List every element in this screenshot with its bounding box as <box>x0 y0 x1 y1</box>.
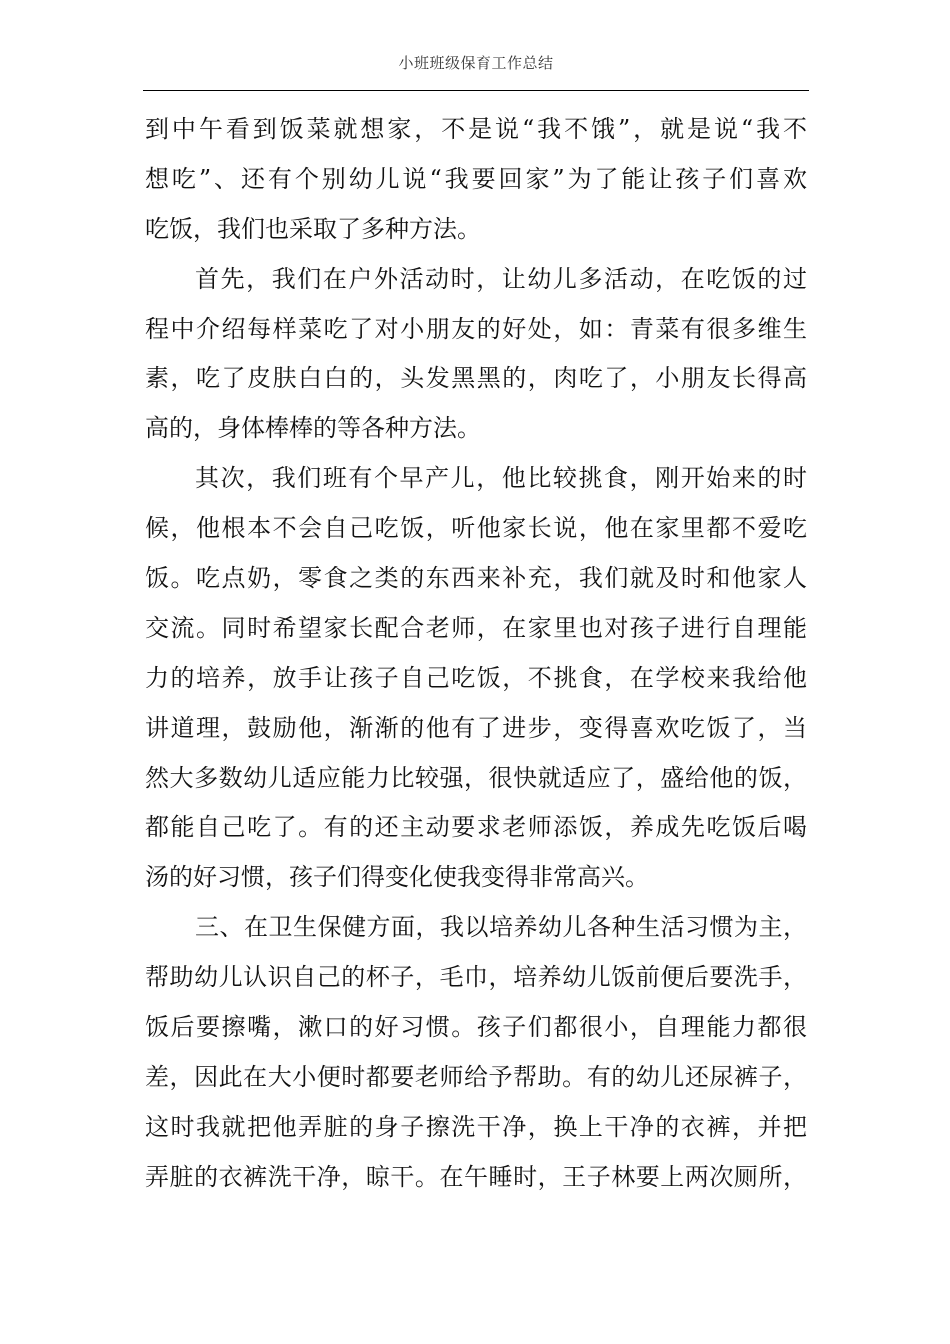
document-body <box>145 105 807 1203</box>
paragraph-first-line: 三、在卫生保健方面，我以培养幼儿各种生活习惯为主， <box>195 913 807 942</box>
text-line: 这时我就把他弄脏的身子擦洗干净，换上干净的衣裤，并把 <box>145 1112 807 1141</box>
running-header-title: 小班班级保育工作总结 <box>398 54 554 72</box>
text-line: 饭后要擦嘴，漱口的好习惯。孩子们都很小，自理能力都很 <box>145 1013 807 1042</box>
header-divider <box>143 90 809 91</box>
text-line: 汤的好习惯，孩子们得变化使我变得非常高兴。 <box>145 863 649 892</box>
text-line: 高的，身体棒棒的等各种方法。 <box>145 414 481 443</box>
text-line: 程中介绍每样菜吃了对小朋友的好处，如：青菜有很多维生 <box>145 314 807 343</box>
text-line: 到中午看到饭菜就想家，不是说“我不饿”，就是说“我不 <box>145 115 807 143</box>
text-line: 吃饭，我们也采取了多种方法。 <box>145 214 481 243</box>
text-line: 讲道理，鼓励他，渐渐的他有了进步，变得喜欢吃饭了，当 <box>145 713 807 742</box>
text-line: 素，吃了皮肤白白的，头发黑黑的，肉吃了，小朋友长得高 <box>145 364 807 393</box>
text-line: 然大多数幼儿适应能力比较强，很快就适应了，盛给他的饭， <box>145 763 807 792</box>
text-line: 力的培养，放手让孩子自己吃饭，不挑食，在学校来我给他 <box>145 663 807 692</box>
paragraph-first-line: 首先，我们在户外活动时，让幼儿多活动，在吃饭的过 <box>195 264 807 293</box>
text-line: 饭。吃点奶，零食之类的东西来补充，我们就及时和他家人 <box>145 564 807 593</box>
text-line: 候，他根本不会自己吃饭，听他家长说，他在家里都不爱吃 <box>145 514 807 543</box>
text-line: 想吃”、还有个别幼儿说“我要回家”为了能让孩子们喜欢 <box>145 164 807 193</box>
text-line: 差，因此在大小便时都要老师给予帮助。有的幼儿还尿裤子， <box>145 1062 807 1091</box>
text-line: 都能自己吃了。有的还主动要求老师添饭，养成先吃饭后喝 <box>145 813 807 842</box>
text-line: 帮助幼儿认识自己的杯子，毛巾，培养幼儿饭前便后要洗手， <box>145 963 807 992</box>
text-line: 交流。同时希望家长配合老师，在家里也对孩子进行自理能 <box>145 613 807 642</box>
paragraph-first-line: 其次，我们班有个早产儿，他比较挑食，刚开始来的时 <box>195 464 807 493</box>
text-line: 弄脏的衣裤洗干净，晾干。在午睡时，王子林要上两次厕所， <box>145 1162 807 1191</box>
